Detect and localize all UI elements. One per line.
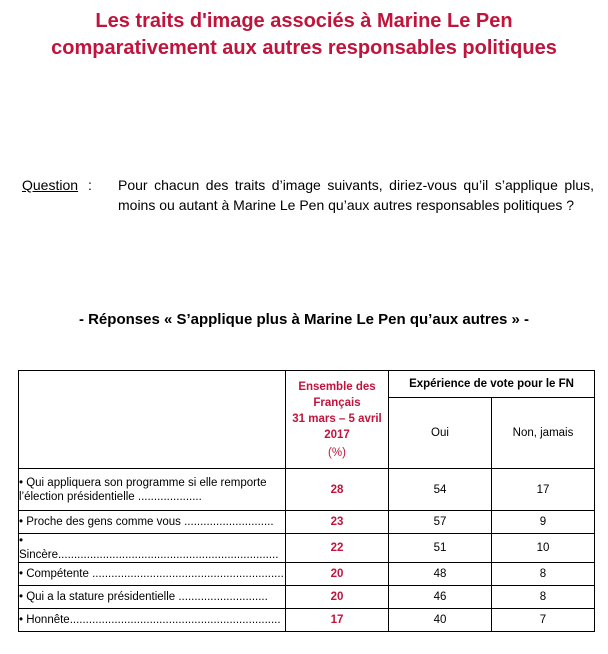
row-ensemble-value: 22 [286, 534, 389, 563]
row-non-value: 17 [492, 469, 595, 511]
header-empty-cell [19, 371, 286, 469]
row-label: • Honnête.................................................................. [19, 609, 286, 632]
table-row [19, 534, 595, 563]
header-ensemble-line: Français [313, 396, 361, 409]
header-ensemble-line: (%) [328, 446, 346, 459]
table-row [19, 609, 595, 632]
question-text: Pour chacun des traits d’image suivants, diriez-vous qu’il s’applique plus, moins ou autant à Marine Le Pen qu’aux autres responsables politiques ? [118, 177, 594, 213]
header-experience: Expérience de vote pour le FN [389, 371, 595, 398]
row-ensemble-value: 23 [286, 511, 389, 534]
row-oui-value: 40 [389, 609, 492, 632]
table-row [19, 511, 595, 534]
row-ensemble-value: 28 [286, 469, 389, 511]
row-oui-value: 48 [389, 563, 492, 586]
row-ensemble-value: 17 [286, 609, 389, 632]
title-line-1: Les traits d'image associés à Marine Le Pen [95, 10, 513, 32]
table-row [19, 469, 595, 511]
row-oui-value: 54 [389, 469, 492, 511]
row-oui-value: 57 [389, 511, 492, 534]
page-title [0, 8, 608, 62]
row-ensemble-value: 20 [286, 586, 389, 609]
header-row-1 [19, 371, 595, 398]
row-ensemble-value: 20 [286, 563, 389, 586]
header-ensemble-line: 2017 [324, 428, 350, 441]
table-row [19, 586, 595, 609]
results-table [18, 370, 595, 632]
row-oui-value: 51 [389, 534, 492, 563]
header-ensemble-line: Ensemble des [298, 380, 376, 393]
header-non: Non, jamais [492, 398, 595, 469]
question-label: Question [22, 177, 79, 193]
header-ensemble [286, 371, 389, 469]
title-line-2: comparativement aux autres responsables politiques [51, 37, 557, 59]
row-oui-value: 46 [389, 586, 492, 609]
row-label: • Compétente ............................................................ [19, 563, 286, 586]
row-non-value: 8 [492, 563, 595, 586]
table-row [19, 563, 595, 586]
row-label: • Qui appliquera son programme si elle remporte l’élection présidentielle .................... [19, 469, 286, 511]
header-oui: Oui [389, 398, 492, 469]
section-subtitle: - Réponses « S’applique plus à Marine Le Pen qu’aux autres » - [78, 311, 530, 328]
row-non-value: 10 [492, 534, 595, 563]
row-non-value: 7 [492, 609, 595, 632]
row-label: • Proche des gens comme vous ............................ [19, 511, 286, 534]
header-ensemble-line: 31 mars – 5 avril [292, 412, 382, 425]
row-label: • Sincère..................................................................... [19, 534, 286, 563]
row-label: • Qui a la stature présidentielle ............................ [19, 586, 286, 609]
question-colon: : [88, 177, 92, 193]
row-non-value: 8 [492, 586, 595, 609]
row-non-value: 9 [492, 511, 595, 534]
